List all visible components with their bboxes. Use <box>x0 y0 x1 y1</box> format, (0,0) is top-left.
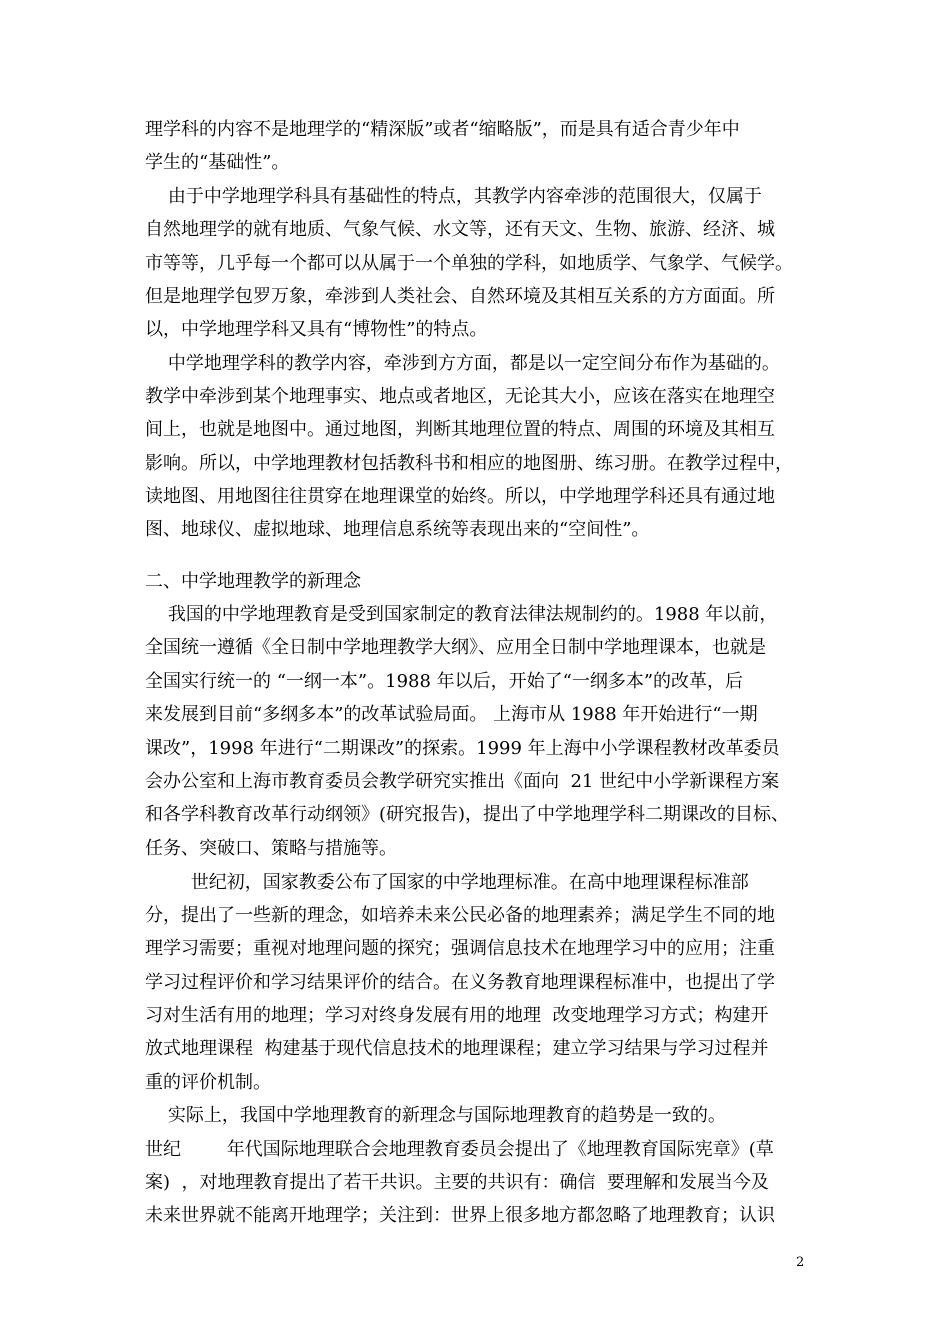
section-heading: 二、中学地理教学的新理念 <box>145 571 361 592</box>
page-number: 2 <box>796 1255 805 1270</box>
text-line: 案) ，对地理教育提出了若干共识。主要的共识有：确信 要理解和发展当今及 <box>145 1172 769 1193</box>
text-line: 教学中牵涉到某个地理事实、地点或者地区，无论其大小，应该在落实在地理空 <box>145 386 775 407</box>
text-line: 重的评价机制。 <box>145 1072 271 1093</box>
text-line: 分，提出了一些新的理念，如培养未来公民必备的地理素养；满足学生不同的地 <box>145 905 775 926</box>
text-line: 市等等，几乎每一个都可以从属于一个单独的学科，如地质学、气象学、气候学。 <box>145 253 793 274</box>
text-line: 中学地理学科的教学内容，牵涉到方方面，都是以一定空间分布作为基础的。 <box>145 353 780 374</box>
text-line: 我国的中学地理教育是受到国家制定的教育法律法规制约的。1988 年以前， <box>145 604 778 625</box>
text-line: 来发展到目前“多纲多本”的改革试验局面。 上海市从 1988 年开始进行“一期 <box>145 704 758 725</box>
text-line: 全国统一遵循《全日制中学地理教学大纲》、应用全日制中学地理课本，也就是 <box>145 637 766 658</box>
text-line: 世纪 年代国际地理联合会地理教育委员会提出了《地理教育国际宪章》(草 <box>145 1139 774 1160</box>
text-line: 课改”，1998 年进行“二期课改”的探索。1999 年上海中小学课程教材改革委员 <box>145 738 780 759</box>
text-line: 放式地理课程 构建基于现代信息技术的地理课程；建立学习结果与学习过程并 <box>145 1038 769 1059</box>
text-line: 世纪初，国家教委公布了国家的中学地理标准。在高中地理课程标准部 <box>145 872 749 893</box>
text-line: 学习过程评价和学习结果评价的结合。在义务教育地理课程标准中，也提出了学 <box>145 972 775 993</box>
text-line: 未来世界就不能离开地理学；关注到：世界上很多地方都忽略了地理教育；认识 <box>145 1205 775 1226</box>
text-line: 习对生活有用的地理；学习对终身发展有用的地理 改变地理学习方式；构建开 <box>145 1005 769 1026</box>
text-line: 理学科的内容不是地理学的“精深版”或者“缩略版”，而是具有适合青少年中 <box>145 119 740 140</box>
text-line: 实际上，我国中学地理教育的新理念与国际地理教育的趋势是一致的。 <box>145 1105 726 1126</box>
text-line: 学生的“基础性”。 <box>145 152 290 173</box>
text-line: 全国实行统一的 “一纲一本”。1988 年以后，开始了“一纲多本”的改革，后 <box>145 671 744 692</box>
text-line: 间上，也就是地图中。通过地图，判断其地理位置的特点、周围的环境及其相互 <box>145 419 775 440</box>
text-line: 由于中学地理学科具有基础性的特点，其教学内容牵涉的范围很大，仅属于 <box>145 186 762 207</box>
text-line: 影响。所以，中学地理教材包括教科书和相应的地图册、练习册。在教学过程中， <box>145 453 793 474</box>
text-line: 会办公室和上海市教育委员会教学研究实推出《面向 21 世纪中小学新课程方案 <box>145 771 780 792</box>
text-line: 但是地理学包罗万象，牵涉到人类社会、自然环境及其相互关系的方方面面。所 <box>145 286 775 307</box>
text-line: 和各学科教育改革行动纲领》(研究报告)，提出了中学地理学科二期课改的目标、 <box>145 804 790 825</box>
text-line: 以，中学地理学科又具有“博物性”的特点。 <box>145 319 488 340</box>
text-line: 理学习需要；重视对地理问题的探究；强调信息技术在地理学习中的应用；注重 <box>145 938 775 959</box>
text-line: 图、地球仪、虚拟地球、地理信息系统等表现出来的“空间性”。 <box>145 519 650 540</box>
text-line: 任务、突破口、策略与措施等。 <box>145 838 397 859</box>
text-line: 自然地理学的就有地质、气象气候、水文等，还有天文、生物、旅游、经济、城 <box>145 219 775 240</box>
text-line: 读地图、用地图往往贯穿在地理课堂的始终。所以，中学地理学科还具有通过地 <box>145 486 775 507</box>
